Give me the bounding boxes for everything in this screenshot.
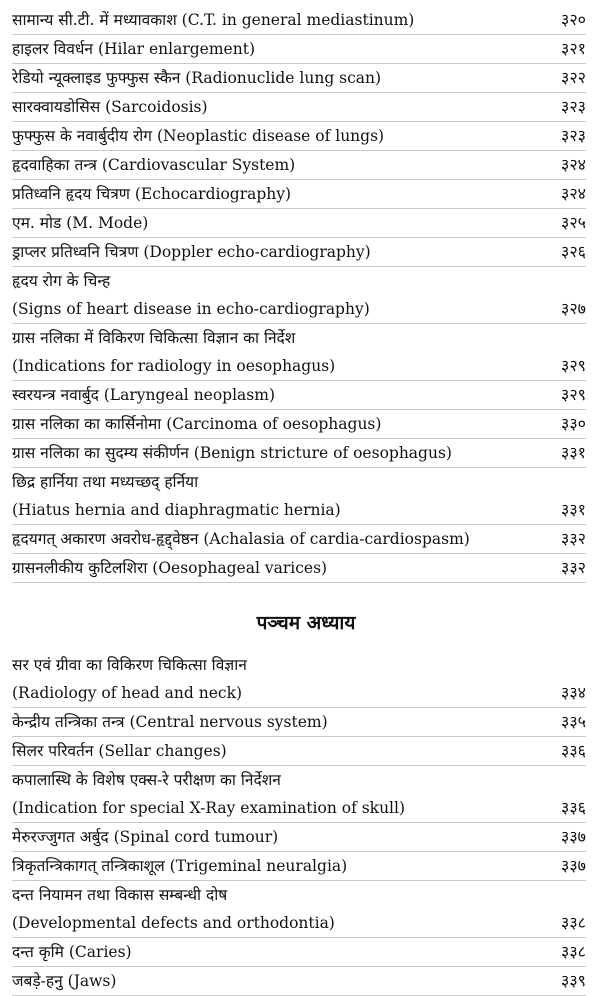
toc-entry: [12, 324, 586, 381]
toc-entry: [12, 381, 586, 410]
toc-section-a: [0, 6, 600, 583]
entry-title: मेरुरज्जुगत अर्बुद (Spinal cord tumour): [12, 828, 279, 846]
entry-title: प्रतिध्वनि हृदय चित्रण (Echocardiography): [12, 185, 292, 203]
entry-page-number: ३२५: [561, 213, 586, 232]
entry-page-number: ३३२: [561, 558, 586, 577]
entry-page-number: ३२४: [561, 155, 586, 174]
entry-page-number: ३२९: [561, 385, 586, 404]
entry-title-hindi: सर एवं ग्रीवा का विकिरण चिकित्सा विज्ञान: [12, 656, 247, 674]
toc-entry: [12, 6, 586, 35]
toc-entry: [12, 410, 586, 439]
entry-title: हृदवाहिका तन्त्र (Cardiovascular System): [12, 156, 296, 174]
toc-section-b: [0, 651, 600, 996]
toc-entry: [12, 64, 586, 93]
toc-entry: [12, 209, 586, 238]
toc-entry: [12, 651, 586, 708]
entry-title: फुफ्फुस के नवार्बुदीय रोग (Neoplastic disease of lungs): [12, 127, 385, 145]
toc-entry: [12, 737, 586, 766]
entry-page-number: ३३५: [561, 712, 586, 731]
entry-title: रेडियो न्यूक्लाइड फुफ्फुस स्कैन (Radionuclide lung scan): [12, 69, 382, 87]
toc-entry: [12, 766, 586, 823]
entry-title-hindi: कपालास्थि के विशेष एक्स-रे परीक्षण का निर्देशन: [12, 771, 281, 789]
entry-page-number: ३३०: [561, 414, 586, 433]
entry-page-number: ३२७: [561, 299, 586, 318]
entry-title-english: (Hiatus hernia and diaphragmatic hernia): [12, 501, 341, 519]
entry-title-hindi: ग्रास नलिका में विकिरण चिकित्सा विज्ञान का निर्देश: [12, 329, 296, 347]
entry-page-number: ३३८: [561, 942, 586, 961]
entry-title: हृदयगत् अकारण अवरोध-हृद्द्वेष्ठन (Achalasia of cardia-cardiospasm): [12, 530, 470, 548]
entry-page-number: ३३९: [561, 971, 586, 990]
entry-page-number: ३३१: [561, 443, 586, 462]
entry-title: ग्रास नलिका का सुदम्य संकीर्णन (Benign stricture of oesophagus): [12, 444, 452, 462]
entry-page-number: ३३७: [561, 827, 586, 846]
entry-title-english: (Radiology of head and neck): [12, 684, 243, 702]
entry-title: त्रिकृतन्त्रिकागत् तन्त्रिकाशूल (Trigeminal neuralgia): [12, 857, 348, 875]
entry-title: सारक्वायडोसिस (Sarcoidosis): [12, 98, 208, 116]
entry-page-number: ३३२: [561, 529, 586, 548]
entry-title: एम. मोड (M. Mode): [12, 214, 149, 232]
toc-entry: [12, 439, 586, 468]
entry-title: सामान्य सी.टी. में मध्यावकाश (C.T. in general mediastinum): [12, 11, 415, 29]
entry-page-number: ३२१: [561, 39, 586, 58]
entry-page-number: ३२२: [561, 68, 586, 87]
chapter-heading: पञ्चम अध्याय: [256, 612, 356, 634]
entry-page-number: ३३४: [561, 683, 586, 702]
entry-title-hindi: हृदय रोग के चिन्ह: [12, 272, 111, 290]
entry-title-hindi: छिद्र हार्निया तथा मध्यच्छद् हर्निया: [12, 473, 199, 491]
entry-title: जबड़े-हनु (Jaws): [12, 972, 117, 990]
entry-page-number: ३३७: [561, 856, 586, 875]
entry-page-number: ३३८: [561, 913, 586, 932]
entry-page-number: ३३६: [561, 741, 586, 760]
toc-entry: [12, 823, 586, 852]
toc-entry: [12, 881, 586, 938]
entry-page-number: ३२०: [561, 10, 586, 29]
toc-entry: [12, 525, 586, 554]
entry-title-english: (Indications for radiology in oesophagus): [12, 357, 336, 375]
toc-entry: [12, 468, 586, 525]
toc-entry: [12, 267, 586, 324]
entry-title-hindi: दन्त नियामन तथा विकास सम्बन्धी दोष: [12, 886, 228, 904]
entry-title: दन्त कृमि (Caries): [12, 943, 132, 961]
entry-title: स्वरयन्त्र नवार्बुद (Laryngeal neoplasm): [12, 386, 275, 404]
entry-page-number: ३२३: [561, 126, 586, 145]
toc-entry: [12, 35, 586, 64]
toc-entry: [12, 93, 586, 122]
toc-entry: [12, 180, 586, 209]
entry-page-number: ३२९: [561, 356, 586, 375]
toc-entry: [12, 967, 586, 996]
toc-entry: [12, 554, 586, 583]
entry-title-english: (Indication for special X-Ray examination of skull): [12, 799, 406, 817]
toc-entry: [12, 151, 586, 180]
entry-title: हाइलर विवर्धन (Hilar enlargement): [12, 40, 255, 58]
entry-title-english: (Developmental defects and orthodontia): [12, 914, 335, 932]
toc-entry: [12, 852, 586, 881]
entry-title-english: (Signs of heart disease in echo-cardiography): [12, 300, 370, 318]
entry-title: ग्रास नलिका का कार्सिनोमा (Carcinoma of oesophagus): [12, 415, 382, 433]
entry-page-number: ३३६: [561, 798, 586, 817]
toc-entry: [12, 938, 586, 967]
entry-page-number: ३२३: [561, 97, 586, 116]
entry-title: ग्रासनलीकीय कुटिलशिरा (Oesophageal varices): [12, 559, 328, 577]
toc-entry: [12, 238, 586, 267]
entry-page-number: ३२४: [561, 184, 586, 203]
toc-entry: [12, 122, 586, 151]
entry-title: केन्द्रीय तन्त्रिका तन्त्र (Central nervous system): [12, 713, 328, 731]
entry-page-number: ३३१: [561, 500, 586, 519]
toc-entry: [12, 708, 586, 737]
entry-title: सिलर परिवर्तन (Sellar changes): [12, 742, 227, 760]
entry-page-number: ३२६: [561, 242, 586, 261]
entry-title: ड्राप्लर प्रतिध्वनि चित्रण (Doppler echo-cardiography): [12, 243, 371, 261]
